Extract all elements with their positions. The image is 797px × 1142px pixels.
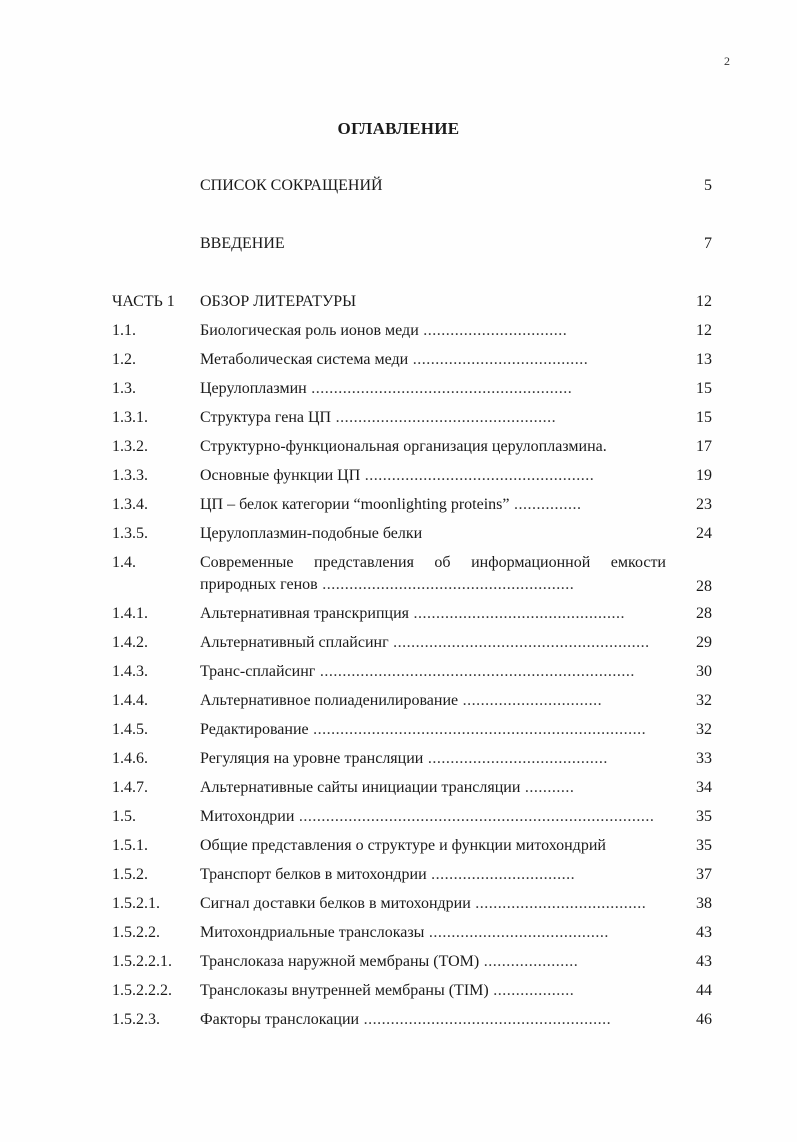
toc-entry-page: 32 [696, 692, 712, 709]
toc-entry-number: 1.2. [112, 351, 136, 368]
toc-entry-number: 1.5.2. [112, 866, 148, 883]
toc-entry-title-wrap [200, 465, 666, 487]
toc-entry-title: ЦП – белок категории “moonlighting proteins” [200, 496, 510, 513]
toc-entry-title: Церулоплазмин-подобные белки [200, 525, 423, 542]
dot-leader: ................................ [426, 866, 576, 883]
dot-leader: ........................................ [424, 924, 609, 941]
toc-entry-title-wrap [200, 951, 666, 973]
toc-entry-title: Современные представления об информационной емкости [200, 554, 666, 571]
toc-entry-title-wrap [200, 603, 666, 625]
dot-leader: .......................................................... [306, 380, 573, 397]
dot-leader: ...................................... [470, 895, 647, 912]
toc-entry-page: 38 [696, 895, 712, 912]
toc-entry-number: 1.5. [112, 808, 136, 825]
toc-entry-title-wrap [200, 922, 666, 944]
dot-leader: ..................... [479, 953, 579, 970]
toc-entry-title-wrap [200, 494, 666, 516]
toc-entry-title: Метаболическая система меди [200, 351, 409, 368]
toc-entry-page: 13 [696, 351, 712, 368]
toc-entry-page: 15 [696, 380, 712, 397]
dot-leader: ............... [509, 496, 582, 513]
dot-leader: ................................ [418, 322, 568, 339]
dot-leader: ........................................................ [317, 576, 575, 593]
dot-leader: .................. [488, 982, 575, 999]
toc-entry-title: Структурно-функциональная организация церулоплазмина. [200, 438, 607, 455]
toc-entry-number: 1.5.2.3. [112, 1011, 160, 1028]
dot-leader: ......................................................... [388, 634, 650, 651]
toc-entry-title-wrap [200, 806, 666, 828]
toc-entry-number: 1.5.2.2.2. [112, 982, 172, 999]
toc-entry-title: Регуляция на уровне трансляции [200, 750, 424, 767]
toc-entry-page: 37 [696, 866, 712, 883]
dot-leader: ....................................... [408, 351, 589, 368]
toc-entry-title-wrap [200, 690, 666, 712]
toc-entry-page: 12 [696, 322, 712, 339]
toc-entry-number: 1.3. [112, 380, 136, 397]
dot-leader: ............................................................................... [294, 808, 655, 825]
toc-entry-title-wrap [200, 320, 666, 342]
toc-entry-number: 1.4.3. [112, 663, 148, 680]
page-number: 2 [724, 54, 730, 68]
toc-entry-page: 24 [696, 525, 712, 542]
toc-entry-title-wrap [200, 864, 666, 886]
toc-entry-title: Факторы транслокации [200, 1011, 360, 1028]
toc-entry-title-wrap [200, 980, 666, 1002]
toc-entry-title: Транслоказы внутренней мембраны (TIM) [200, 982, 489, 999]
toc-entry-title: Альтернативный сплайсинг [200, 634, 389, 651]
toc-entry-number: 1.5.1. [112, 837, 148, 854]
dot-leader: ................................................... [360, 467, 595, 484]
dot-leader: ............................... [458, 692, 603, 709]
toc-entry-number: 1.3.3. [112, 467, 148, 484]
toc-entry-title: Альтернативное полиаденилирование [200, 692, 459, 709]
toc-entry-page: 28 [696, 605, 712, 622]
toc-entry-number: 1.4. [112, 554, 136, 571]
toc-entry-title-wrap [200, 632, 666, 654]
toc-entry-page: 7 [704, 235, 712, 252]
toc-entry-title: Альтернативные сайты инициации трансляции [200, 779, 521, 796]
toc-entry-page: 28 [696, 578, 712, 595]
toc-entry-page: 15 [696, 409, 712, 426]
toc-entry-page: 17 [696, 438, 712, 455]
toc-entry-title-wrap [200, 407, 666, 429]
toc-entry-title: Общие представления о структуре и функции митохондрий [200, 837, 606, 854]
toc-entry-page: 12 [696, 293, 712, 310]
toc-entry-number: 1.3.5. [112, 525, 148, 542]
toc-entry-page: 32 [696, 721, 712, 738]
toc-entry-page: 35 [696, 837, 712, 854]
toc-entry-page: 23 [696, 496, 712, 513]
toc-entry-title-wrap [200, 378, 666, 400]
toc-entry-number: 1.3.2. [112, 438, 148, 455]
toc-entry-title: ВВЕДЕНИЕ [200, 235, 285, 252]
toc-entry-number: 1.4.2. [112, 634, 148, 651]
toc-entry-title: Митохондрии [200, 808, 295, 825]
toc-entry-number: 1.1. [112, 322, 136, 339]
toc-entry-title-wrap [200, 349, 666, 371]
toc-entry-number: 1.5.2.1. [112, 895, 160, 912]
toc-entry-page: 46 [696, 1011, 712, 1028]
toc-entry-title-wrap [200, 1009, 666, 1031]
toc-entry-title-continued [200, 576, 574, 593]
dot-leader: ........... [520, 779, 575, 796]
toc-entry-number: ЧАСТЬ 1 [112, 293, 175, 310]
toc-entry-title: Транслоказа наружной мембраны (TOM) [200, 953, 480, 970]
toc-entry-page: 33 [696, 750, 712, 767]
toc-entry-title: Альтернативная транскрипция [200, 605, 410, 622]
dot-leader: ...................................................................... [315, 663, 635, 680]
toc-entry-title: Церулоплазмин [200, 380, 307, 397]
toc-entry-number: 1.5.2.2.1. [112, 953, 172, 970]
toc-entry-title: Структура гена ЦП [200, 409, 332, 426]
toc-entry-title-wrap [200, 748, 666, 770]
toc-entry-title: ОБЗОР ЛИТЕРАТУРЫ [200, 293, 357, 310]
toc-entry-title: Транспорт белков в митохондрии [200, 866, 427, 883]
toc-entry [0, 552, 797, 598]
dot-leader: ............................................... [409, 605, 626, 622]
toc-entry-number: 1.4.1. [112, 605, 148, 622]
dot-leader: ................................................. [331, 409, 557, 426]
toc-entry-number: 1.5.2.2. [112, 924, 160, 941]
toc-entry-page: 5 [704, 177, 712, 194]
toc-entry-title: СПИСОК СОКРАЩЕНИЙ [200, 177, 383, 194]
toc-entry-title: Редактирование [200, 721, 309, 738]
toc-heading: ОГЛАВЛЕНИЕ [337, 119, 460, 138]
toc-entry-title-line2: природных генов [200, 576, 318, 593]
toc-entry-title: Основные функции ЦП [200, 467, 361, 484]
toc-entry-page: 44 [696, 982, 712, 999]
toc-entry-number: 1.4.7. [112, 779, 148, 796]
toc-entry-title-wrap [200, 777, 666, 799]
toc-entry-page: 35 [696, 808, 712, 825]
toc-entry-number: 1.4.6. [112, 750, 148, 767]
toc-entry-title: Сигнал доставки белков в митохондрии [200, 895, 471, 912]
toc-entry-page: 43 [696, 924, 712, 941]
toc-entry-number: 1.3.1. [112, 409, 148, 426]
dot-leader: ........................................ [423, 750, 608, 767]
toc-entry-title-wrap [200, 661, 666, 683]
toc-entry-title-block [200, 552, 666, 596]
toc-entry-title: Транс-сплайсинг [200, 663, 316, 680]
toc-entry-page: 19 [696, 467, 712, 484]
toc-entry-page: 29 [696, 634, 712, 651]
toc-entry-title-wrap [200, 893, 666, 915]
dot-leader: .......................................................................... [308, 721, 647, 738]
toc-entry-title-wrap [200, 719, 666, 741]
toc-entry-page: 30 [696, 663, 712, 680]
toc-entry-number: 1.4.5. [112, 721, 148, 738]
toc-entry-title: Биологическая роль ионов меди [200, 322, 419, 339]
toc-entry-page: 34 [696, 779, 712, 796]
toc-entry-page: 43 [696, 953, 712, 970]
toc-entry-title: Митохондриальные транслоказы [200, 924, 425, 941]
toc-entry-number: 1.3.4. [112, 496, 148, 513]
toc-entry-number: 1.4.4. [112, 692, 148, 709]
dot-leader: ....................................................... [359, 1011, 612, 1028]
